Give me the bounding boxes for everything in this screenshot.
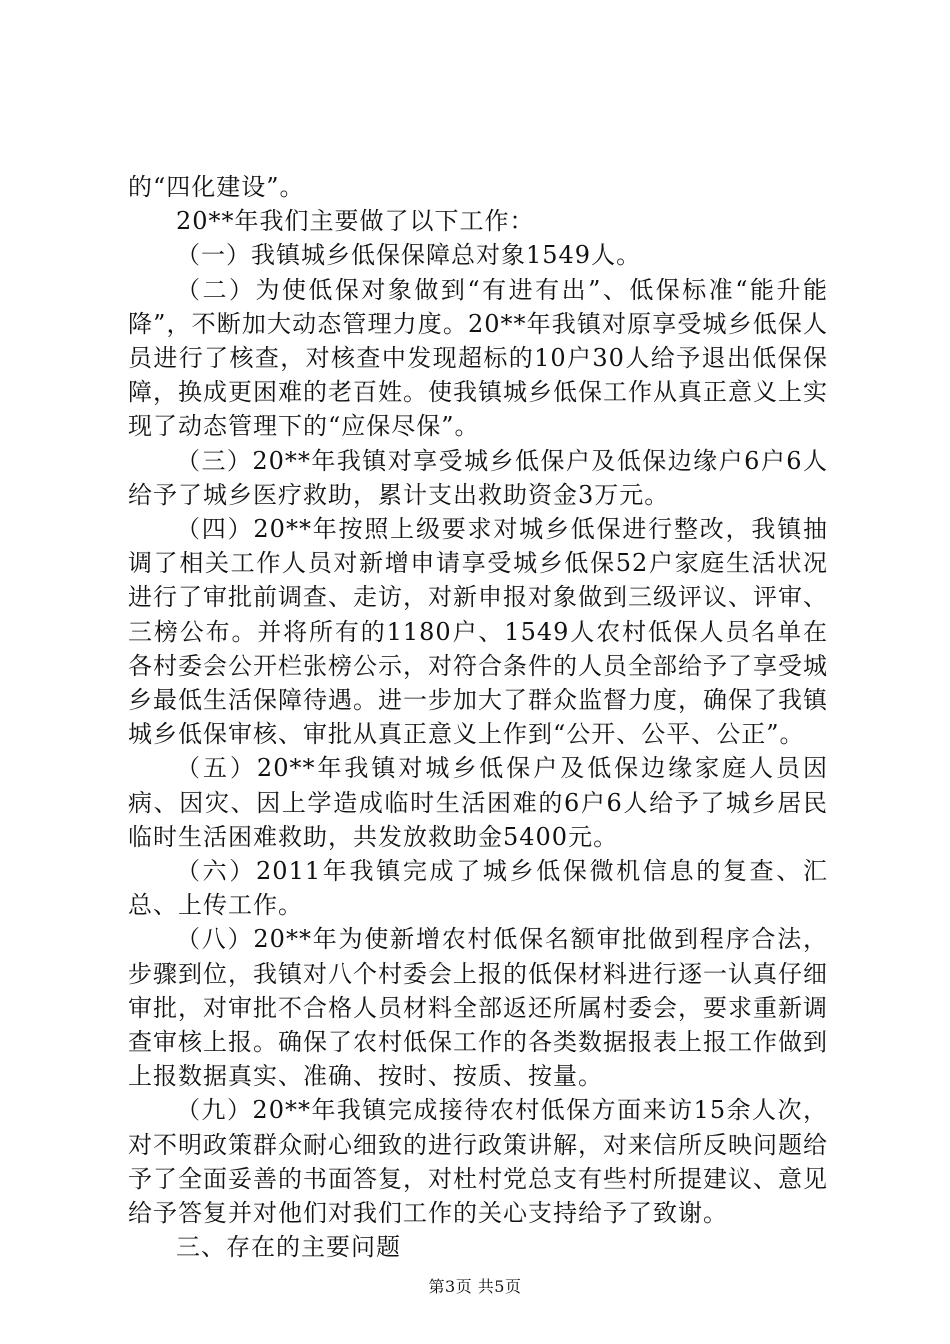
document-body (128, 170, 828, 1265)
page-number-label: 第3页 共5页 (428, 1277, 522, 1296)
paragraph-item-1: （一）我镇城乡低保保障总对象1549人。 (176, 241, 642, 270)
paragraph-item-3: （三）20**年我镇对享受城乡低保户及低保边缘户6户6人给予了城乡医疗救助，累计支出救助资金3万元。 (128, 446, 828, 509)
section-heading: 三、存在的主要问题 (176, 1233, 401, 1262)
paragraph-item-2: （二）为使低保对象做到“有进有出”、低保标准“能升能降”，不断加大动态管理力度。20**年我镇对原享受城乡低保人员进行了核查，对核查中发现超标的10户30人给予退出低保保障，换成更困难的老百姓。使我镇城乡低保工作从真正意义上实现了动态管理下的“应保尽保”。 (128, 275, 828, 441)
paragraph-item-8: （八）20**年为使新增农村低保名额审批做到程序合法，步骤到位，我镇对八个村委会上报的低保材料进行逐一认真仔细审批，对审批不合格人员材料全部返还所属村委会，要求重新调查审核上报。确保了农村低保工作的各类数据报表上报工作做到上报数据真实、准确、按时、按质、按量。 (128, 925, 828, 1091)
paragraph-intro: 20**年我们主要做了以下工作： (176, 207, 535, 236)
paragraph-item-6: （六）2011年我镇完成了城乡低保微机信息的复查、汇总、上传工作。 (128, 857, 828, 920)
paragraph-continuation: 的“四化建设”。 (128, 173, 305, 201)
paragraph-item-4: （四）20**年按照上级要求对城乡低保进行整改，我镇抽调了相关工作人员对新增申请享受城乡低保52户家庭生活状况进行了审批前调查、走访，对新申报对象做到三级评议、评审、三榜公布。并将所有的1180户、1549人农村低保人员名单在各村委会公开栏张榜公示，对符合条件的人员全部给予了享受城乡最低生活保障待遇。进一步加大了群众监督力度，确保了我镇城乡低保审核、审批从真正意义上作到“公开、公平、公正”。 (128, 515, 828, 749)
paragraph-item-9: （九）20**年我镇完成接待农村低保方面来访15余人次，对不明政策群众耐心细致的进行政策讲解，对来信所反映问题给予了全面妥善的书面答复，对杜村党总支有些村所提建议、意见给予答复并对他们对我们工作的关心支持给予了致谢。 (128, 1096, 828, 1228)
paragraph-item-5: （五）20**年我镇对城乡低保户及低保边缘家庭人员因病、因灾、因上学造成临时生活困难的6户6人给予了城乡居民临时生活困难救助，共发放救助金5400元。 (128, 754, 828, 851)
page-footer (0, 1274, 950, 1297)
